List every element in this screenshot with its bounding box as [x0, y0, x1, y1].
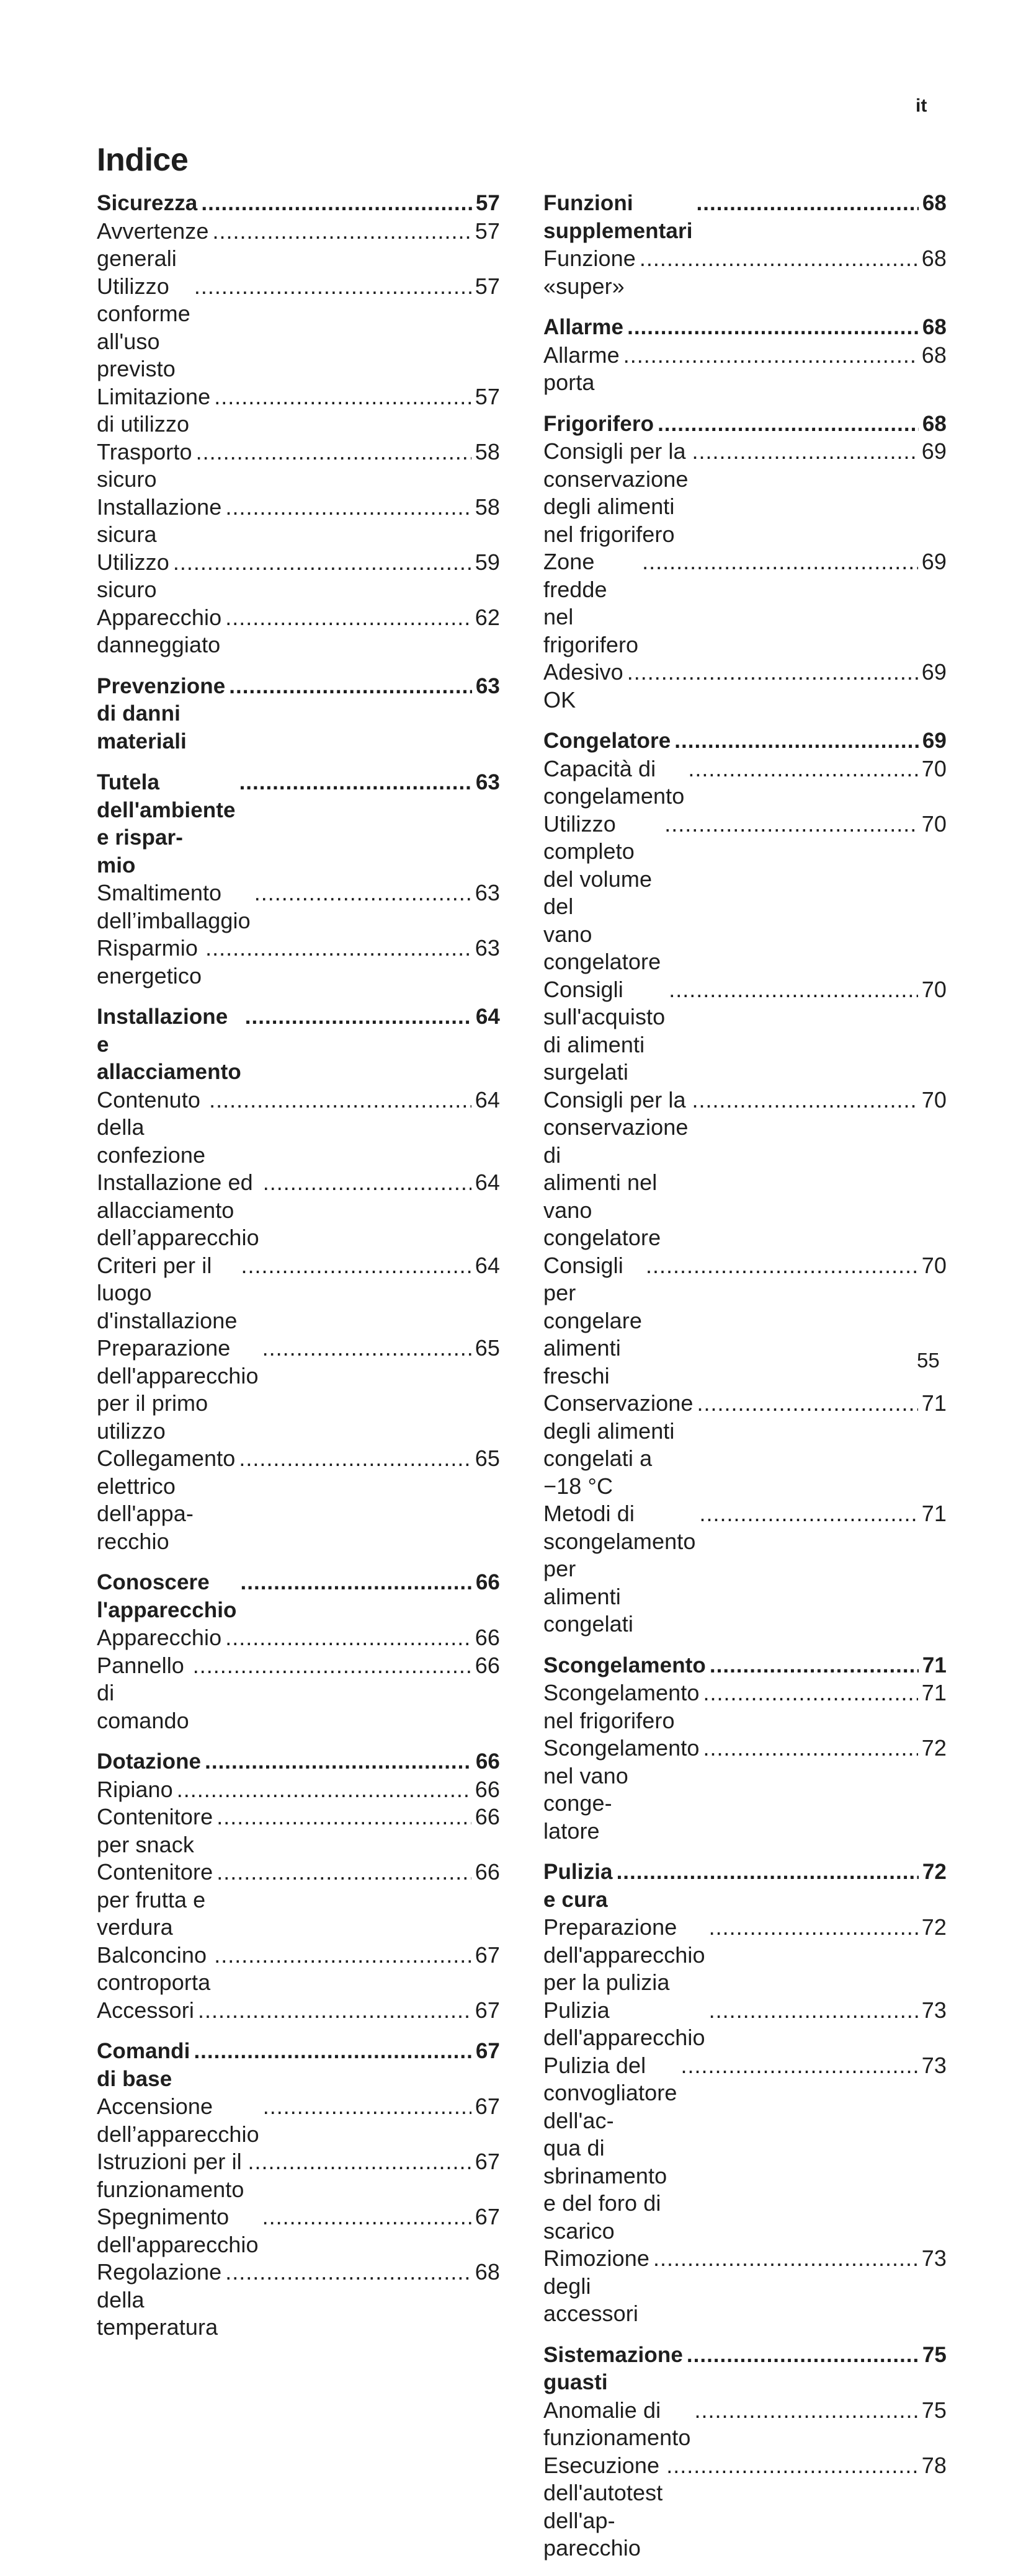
toc-entry-text: Collegamento elettrico dell'appa- recchio [97, 1446, 236, 1554]
toc-entry[interactable] [97, 1997, 500, 2025]
toc-entry[interactable] [97, 383, 500, 438]
toc-entry-text: Scongelamento nel frigorifero [543, 1680, 700, 1733]
toc-entry-text: Zone fredde nel frigorifero [543, 549, 639, 657]
dot-leader [709, 1997, 918, 2025]
toc-section [97, 190, 500, 659]
dot-leader [254, 879, 471, 907]
toc-entry[interactable] [97, 218, 500, 273]
toc-entry-text: Regolazione della temperatura [97, 2259, 222, 2340]
toc-section-title: Pulizia e cura [543, 1860, 613, 1912]
toc-entry[interactable] [97, 1335, 500, 1445]
toc-entry-text: Ripiano [97, 1776, 173, 1802]
toc-page-number: 64 [475, 1005, 500, 1029]
toc-entry-text: Istruzioni per il funzionamento [97, 2149, 244, 2202]
toc-entry[interactable] [97, 549, 500, 604]
toc-section-title: Scongelamento [543, 1653, 706, 1677]
toc-page-number: 66 [475, 1749, 500, 1774]
dot-leader [225, 1624, 471, 1652]
dot-leader [239, 769, 472, 797]
toc-entry[interactable] [543, 1500, 947, 1638]
toc-page-number: 75 [921, 2397, 947, 2423]
toc-section-heading[interactable] [97, 2038, 500, 2093]
dot-leader [653, 2245, 918, 2273]
toc-entry-text: Balconcino controporta [97, 1942, 211, 1995]
toc-entry-text: Installazione ed allacciamento dell’apparecchio [97, 1170, 259, 1250]
dot-leader [248, 2148, 471, 2176]
toc-page-number: 70 [921, 1086, 947, 1113]
language-tag: it [916, 95, 927, 116]
toc-section-title: Tutela dell'ambiente e rispar- mio [97, 770, 236, 877]
toc-page-number: 66 [475, 1652, 500, 1678]
toc-section [543, 190, 947, 300]
dot-leader [687, 2342, 919, 2369]
toc-page-number: 68 [475, 2259, 500, 2285]
toc-section-title: Sicurezza [97, 191, 198, 215]
dot-leader [193, 1652, 471, 1680]
toc-page-number: 59 [475, 549, 500, 575]
toc-entry[interactable] [97, 604, 500, 659]
toc-entry[interactable] [543, 976, 947, 1086]
toc-page-number: 71 [921, 1680, 947, 1705]
dot-leader [680, 2052, 917, 2080]
toc-entry-text: Esecuzione dell'autotest dell'ap- parecchio [543, 2452, 663, 2560]
toc-page-number: 71 [922, 1653, 947, 1677]
toc-page-number: 66 [475, 1625, 500, 1650]
toc-section-title: Conoscere l'apparecchio [97, 1570, 237, 1622]
toc-section-heading[interactable] [543, 411, 947, 438]
toc-entry-text: Contenuto della confezione [97, 1086, 206, 1168]
toc-entry[interactable] [97, 1776, 500, 1804]
toc-section-title: Dotazione [97, 1749, 202, 1774]
toc-section-heading[interactable] [97, 673, 500, 756]
toc-page-number: 63 [475, 935, 500, 961]
toc-page-number: 70 [921, 976, 947, 1002]
page-title: Indice [97, 142, 189, 178]
toc-page-number: 66 [475, 1570, 500, 1594]
dot-leader [669, 976, 917, 1004]
dot-leader [216, 1803, 471, 1831]
toc-section-title: Comandi di base [97, 2039, 190, 2091]
toc-entry-text: Smaltimento dell’imballaggio [97, 880, 251, 933]
toc-entry[interactable] [543, 2452, 947, 2562]
toc-entry[interactable] [543, 1086, 947, 1252]
toc-entry[interactable] [97, 494, 500, 549]
toc-entry-text: Avvertenze generali [97, 218, 209, 271]
toc-page-number: 75 [922, 2342, 947, 2367]
toc-entry-text: Conservazione degli alimenti congelati a −18 °C [543, 1390, 694, 1499]
dot-leader [642, 548, 918, 576]
toc-section [97, 769, 500, 990]
dot-leader [225, 2258, 471, 2286]
toc-entry-text: Accensione dell’apparecchio [97, 2094, 259, 2147]
toc-section-title: Frigorifero [543, 411, 654, 436]
dot-leader [241, 1569, 472, 1597]
toc-entry[interactable] [97, 879, 500, 935]
toc-page-number: 78 [921, 2452, 947, 2478]
dot-leader [646, 1252, 918, 1280]
toc-entry-text: Apparecchio danneggiato [97, 604, 222, 657]
toc-entry-text: Pannello di comando [97, 1652, 189, 1733]
toc-section-heading[interactable] [97, 190, 500, 218]
toc-entry-text: Capacità di congelamento [543, 755, 685, 809]
dot-leader [216, 1859, 471, 1886]
toc-entry-text: Contenitore per snack [97, 1804, 213, 1857]
toc-entry[interactable] [543, 755, 947, 811]
dot-leader [194, 2038, 471, 2066]
toc-entry-text: Metodi di scongelamento per alimenti congelati [543, 1501, 696, 1637]
toc-section-heading[interactable] [543, 2342, 947, 2397]
toc-entry-text: Spegnimento dell'apparecchio [97, 2204, 259, 2257]
toc-right-column [543, 190, 947, 2576]
toc-page-number: 57 [475, 273, 500, 299]
toc-page-number: 65 [475, 1446, 500, 1471]
toc-entry[interactable] [97, 1803, 500, 1859]
toc-entry[interactable] [543, 2397, 947, 2452]
toc-page-number: 67 [475, 1942, 500, 1968]
dot-leader [194, 273, 471, 301]
toc-page-number: 69 [921, 549, 947, 574]
toc-page-number: 66 [475, 1859, 500, 1885]
toc-entry-text: Trasporto sicuro [97, 438, 192, 492]
toc-entry[interactable] [97, 2093, 500, 2148]
dot-leader [709, 1914, 918, 1942]
toc-entry-text: Preparazione dell'apparecchio per il primo utilizzo [97, 1335, 259, 1444]
toc-page-number: 73 [921, 1997, 947, 2023]
dot-leader [225, 604, 471, 632]
toc-section-heading[interactable] [543, 190, 947, 245]
dot-leader [674, 727, 919, 755]
dot-leader [198, 1997, 471, 2025]
toc-entry-text: Funzione «super» [543, 246, 636, 299]
toc-entry-text: Accessori [97, 1997, 194, 2023]
dot-leader [209, 1086, 471, 1114]
toc-page-number: 70 [921, 755, 947, 781]
toc-entry[interactable] [97, 1252, 500, 1335]
dot-leader [640, 245, 918, 273]
toc-entry[interactable] [97, 438, 500, 494]
toc-entry[interactable] [543, 548, 947, 659]
dot-leader [697, 190, 919, 218]
dot-leader [212, 218, 471, 246]
toc-page-number: 57 [475, 218, 500, 244]
toc-page-number: 63 [475, 673, 500, 698]
toc-entry-text: Consigli sull'acquisto di alimenti surgelati [543, 976, 666, 1085]
toc-page-number: 69 [921, 659, 947, 685]
toc-entry[interactable] [97, 2258, 500, 2342]
toc-section [543, 1652, 947, 1845]
toc-entry[interactable] [543, 2245, 947, 2328]
toc-entry-text: Allarme porta [543, 342, 620, 395]
dot-leader [699, 1500, 917, 1528]
toc-entry[interactable] [543, 659, 947, 714]
toc-entry[interactable] [97, 1086, 500, 1170]
toc-page-number: 64 [475, 1252, 500, 1278]
dot-leader [245, 1003, 472, 1031]
toc-page-number: 67 [475, 2204, 500, 2229]
dot-leader [703, 1734, 917, 1762]
dot-leader [201, 190, 471, 218]
toc-section [97, 1569, 500, 1734]
toc-page-number: 72 [921, 1735, 947, 1761]
toc-section-title: Sistemazione guasti [543, 2342, 683, 2394]
dot-leader [623, 342, 918, 370]
toc-page-number: 72 [921, 1914, 947, 1940]
toc-entry[interactable] [97, 1652, 500, 1735]
toc-section [97, 2038, 500, 2342]
toc-page-number: 72 [922, 1860, 947, 1884]
toc-entry-text: Limitazione di utilizzo [97, 383, 211, 437]
toc-entry[interactable] [97, 2203, 500, 2258]
toc-entry[interactable] [543, 1914, 947, 1997]
dot-leader [710, 1652, 919, 1680]
toc-entry[interactable] [97, 1859, 500, 1942]
dot-leader [239, 1445, 471, 1473]
dot-leader [692, 438, 917, 466]
toc-section-heading[interactable] [543, 314, 947, 342]
toc-section-heading[interactable] [97, 769, 500, 879]
dot-leader [262, 2203, 471, 2231]
toc-entry[interactable] [543, 811, 947, 976]
toc-entry-text: Utilizzo sicuro [97, 549, 169, 602]
toc-page-number: 67 [475, 1997, 500, 2023]
toc-page-number: 63 [475, 770, 500, 794]
dot-leader [205, 1748, 472, 1776]
toc-page-number: 62 [475, 604, 500, 630]
toc-section-title: Prevenzione di danni materiali [97, 673, 226, 753]
toc-page-number: 57 [475, 191, 500, 215]
toc-page-number: 66 [475, 1776, 500, 1802]
toc-entry-text: Consigli per la conservazione degli alimenti nel frigorifero [543, 438, 689, 547]
toc-page-number: 68 [922, 315, 947, 339]
dot-leader [263, 2093, 471, 2121]
toc-entry[interactable] [543, 1679, 947, 1734]
dot-leader [627, 659, 918, 686]
toc-page-number: 66 [475, 1804, 500, 1829]
toc-entry[interactable] [97, 1942, 500, 1997]
toc-entry[interactable] [543, 245, 947, 300]
toc-page-number: 68 [921, 342, 947, 368]
dot-leader [229, 673, 472, 701]
toc-entry-text: Adesivo OK [543, 659, 623, 713]
toc-page-number: 64 [475, 1170, 500, 1195]
toc-page-number: 71 [921, 1501, 947, 1526]
toc-entry-text: Criteri per il luogo d'installazione [97, 1252, 238, 1333]
dot-leader [688, 755, 917, 783]
dot-leader [617, 1859, 919, 1886]
page-number: 55 [917, 1349, 940, 1372]
toc-page-number: 67 [475, 2149, 500, 2174]
dot-leader [214, 1942, 471, 1970]
toc-section-title: Installazione e allacciamento [97, 1005, 241, 1084]
toc-entry[interactable] [97, 935, 500, 990]
toc-entry-text: Utilizzo conforme all'uso previsto [97, 273, 190, 381]
toc-entry-text: Apparecchio [97, 1625, 222, 1650]
toc-page-number: 68 [922, 191, 947, 215]
toc-section [97, 1003, 500, 1555]
toc-page-number: 71 [921, 1390, 947, 1416]
toc-entry-text: Consigli per congelare alimenti freschi [543, 1252, 643, 1388]
toc-section-title: Allarme [543, 315, 624, 339]
toc-entry[interactable] [97, 1624, 500, 1652]
dot-leader [658, 411, 919, 438]
toc-entry-text: Contenitore per frutta e verdura [97, 1859, 213, 1940]
toc-page-number: 68 [922, 411, 947, 436]
toc-entry-text: Preparazione dell'apparecchio per la pulizia [543, 1914, 705, 1995]
toc-section-title: Congelatore [543, 729, 671, 753]
toc-section-heading[interactable] [97, 1748, 500, 1776]
toc-section-heading[interactable] [543, 727, 947, 755]
toc-section-heading[interactable] [97, 1003, 500, 1086]
toc-entry[interactable] [543, 1252, 947, 1390]
toc-section [543, 1859, 947, 2328]
toc-page-number: 69 [921, 438, 947, 464]
toc-section [543, 2342, 947, 2562]
dot-leader [263, 1169, 471, 1197]
toc-section-title: Funzioni supplementari [543, 191, 693, 243]
toc-entry[interactable] [543, 1390, 947, 1500]
toc-page-number: 58 [475, 494, 500, 520]
toc-page-number: 73 [921, 2052, 947, 2078]
toc-section [543, 314, 947, 397]
dot-leader [225, 494, 471, 522]
toc-entry[interactable] [97, 1169, 500, 1252]
toc-page-number: 70 [921, 1252, 947, 1278]
toc-section-heading[interactable] [543, 1859, 947, 1914]
dot-leader [214, 383, 471, 411]
dot-leader [692, 1086, 917, 1114]
dot-leader [241, 1252, 471, 1280]
toc-entry[interactable] [97, 1445, 500, 1555]
dot-leader [666, 2452, 917, 2480]
dot-leader [177, 1776, 471, 1804]
toc-entry-text: Risparmio energetico [97, 935, 202, 988]
dot-leader [664, 811, 918, 838]
toc-entry-text: Scongelamento nel vano conge- latore [543, 1735, 700, 1844]
toc-entry-text: Anomalie di funzionamento [543, 2397, 691, 2450]
dot-leader [262, 1335, 471, 1362]
toc-section-heading[interactable] [543, 1652, 947, 1680]
dot-leader [694, 2397, 917, 2425]
dot-leader [173, 549, 471, 577]
toc-page-number: 67 [475, 2039, 500, 2063]
dot-leader [627, 314, 919, 342]
toc-page-number: 58 [475, 438, 500, 464]
toc-entry-text: Pulizia del convogliatore dell'ac- qua di sbrinamento e del foro di scarico [543, 2052, 677, 2244]
dot-leader [703, 1679, 917, 1707]
toc-entry-text: Installazione sicura [97, 494, 222, 547]
toc-entry[interactable] [97, 2148, 500, 2203]
toc-page-number: 65 [475, 1335, 500, 1361]
toc-entry[interactable] [543, 1997, 947, 2052]
toc-entry-text: Utilizzo completo del volume del vano congelatore [543, 811, 661, 974]
dot-leader [205, 935, 471, 962]
toc-entry[interactable] [543, 438, 947, 548]
dot-leader [196, 438, 471, 466]
toc-entry-text: Pulizia dell'apparecchio [543, 1997, 705, 2050]
toc-page-number: 63 [475, 880, 500, 905]
toc-page-number: 73 [921, 2245, 947, 2271]
dot-leader [697, 1390, 917, 1418]
toc-section [97, 1748, 500, 2024]
toc-page-number: 68 [921, 246, 947, 271]
toc-entry-text: Rimozione degli accessori [543, 2245, 649, 2326]
toc-entry[interactable] [97, 273, 500, 383]
toc-section [543, 411, 947, 714]
toc-page-number: 64 [475, 1086, 500, 1113]
toc-section-heading[interactable] [97, 1569, 500, 1624]
toc-entry[interactable] [543, 1734, 947, 1845]
toc-page-number: 67 [475, 2094, 500, 2119]
toc-page-number: 70 [921, 811, 947, 837]
toc-entry[interactable] [543, 342, 947, 397]
toc-entry[interactable] [543, 2052, 947, 2245]
toc-entry-text: Consigli per la conservazione di alimenti nel vano congelatore [543, 1086, 689, 1250]
toc-page-number: 57 [475, 383, 500, 409]
toc-left-column [97, 190, 500, 2355]
toc-section [543, 727, 947, 1638]
toc-section [97, 673, 500, 756]
toc-page-number: 69 [922, 729, 947, 753]
